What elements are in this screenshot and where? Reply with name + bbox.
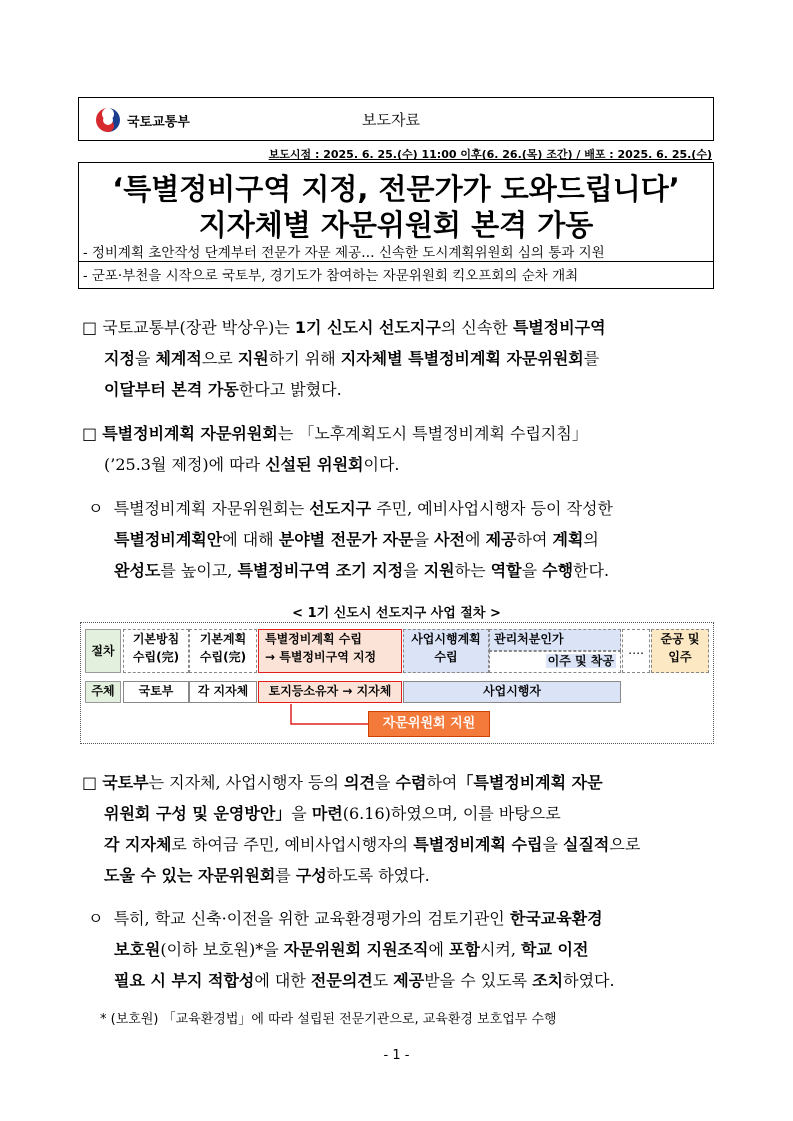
text: (이하 보호원)*을 (160, 940, 284, 959)
process-diagram (80, 622, 714, 744)
text: 도 (372, 971, 394, 990)
footnote: * (보호원) 「교육환경법」에 따라 설립된 전문기관으로, 교육환경 보호업무 수행 (100, 1012, 557, 1027)
text: 한다. (573, 561, 610, 580)
text: 수렴 (395, 773, 427, 792)
text: 하여 (516, 530, 553, 549)
text: 으로 (609, 835, 641, 854)
text: 완성도 (114, 561, 161, 580)
text: 국토교통부(장관 박상우)는 (102, 318, 295, 337)
text: 을 (521, 561, 543, 580)
press-release-label: 보도자료 (362, 111, 420, 129)
text: 을 (542, 835, 563, 854)
row-label-procedure: 절차 (85, 629, 121, 673)
text: 에 대한 (254, 971, 311, 990)
text: 보호원 (114, 940, 161, 959)
header-box (78, 97, 714, 141)
text: 구성 (295, 866, 327, 885)
text: 위원회 구성 및 운영방안」 (104, 804, 292, 823)
text: 「특별정비계획 자문 (457, 773, 603, 792)
text: 체계적 (155, 349, 202, 368)
text: 의 신속한 (440, 318, 513, 337)
text: 1기 신도시 선도지구 (294, 318, 441, 337)
embargo-line: 보도시점 : 2025. 6. 25.(수) 11:00 이후(6. 26.(목) 조간) / 배포 : 2025. 6. 25.(수) (268, 148, 712, 161)
text: 하도록 하였다. (326, 866, 430, 885)
text: 지원 (237, 349, 269, 368)
text: 을 (134, 349, 156, 368)
text: 하였다. (563, 971, 615, 990)
text: 의 (583, 530, 599, 549)
text: (’25.3월 제정)에 따라 (104, 455, 266, 474)
step-line: 사업시행계획 (411, 632, 481, 646)
subheadline: 지자체별 자문위원회 본격 가동 (198, 208, 594, 242)
summary-line-2: - 군포·부천을 시작으로 국토부, 경기도가 참여하는 자문위원회 킥오프회의 순차 개최 (83, 268, 579, 284)
text: 을 (374, 773, 396, 792)
text: 이달부터 본격 가동 (104, 380, 239, 399)
text: 조치 (532, 971, 564, 990)
step-line: 수립(完) (132, 650, 180, 664)
text: 로 하여금 주민, 예비사업시행자의 (171, 835, 414, 854)
text: 수행 (542, 561, 574, 580)
step-line: 수립 (434, 650, 458, 664)
text: 전문의견 (310, 971, 373, 990)
text: 를 (275, 866, 296, 885)
text: 특별정비구역 조기 지정 (237, 561, 404, 580)
summary-divider (79, 261, 713, 262)
actor-local-gov: 각 지자체 (189, 681, 257, 703)
text: 하는 (454, 561, 491, 580)
text: 를 높이고, (160, 561, 238, 580)
actor-owners: 토지등소유자 → 지자체 (258, 681, 402, 703)
bullet-marker: ㅇ (88, 499, 104, 518)
text: 역할 (490, 561, 522, 580)
actor-ministry: 국토부 (123, 681, 189, 703)
text: 특히, 학교 신축·이전을 위한 교육환경평가의 검토기관인 (113, 909, 510, 928)
step-ellipsis: …. (622, 629, 650, 673)
bullet-marker: ㅇ (88, 909, 104, 928)
paragraph-1 (82, 312, 606, 405)
text: 주민, 예비사업시행자 등이 작성한 (371, 499, 613, 518)
title-box (78, 162, 714, 289)
text: 이다. (363, 455, 400, 474)
page-number: - 1 - (383, 1048, 410, 1063)
ministry-logo (95, 107, 190, 133)
text: 지원 (423, 561, 455, 580)
actor-project-operator: 사업시행자 (403, 681, 621, 703)
text: 시켜, (479, 940, 522, 959)
text: 에 (465, 530, 486, 549)
text: 한다고 밝혔다. (238, 380, 342, 399)
text: 으로 (201, 349, 238, 368)
paragraph-3 (88, 493, 613, 586)
text: 지정 (104, 349, 135, 368)
text: 학교 이전 (521, 940, 589, 959)
headline: ‘특별정비구역 지정, 전문가가 도와드립니다’ (112, 172, 680, 206)
text: 선도지구 (309, 499, 372, 518)
text: 자문위원회 지원조직 (283, 940, 429, 959)
text: 특별정비구역 (512, 318, 606, 337)
step-line: 수립(完) (199, 650, 247, 664)
text: 마련 (311, 804, 343, 823)
summary-line-1: - 정비계획 초안작성 단계부터 전문가 자문 제공… 신속한 도시계획위원회 심의 통과 지원 (83, 245, 605, 261)
advisory-support-badge: 자문위원회 지원 (368, 711, 490, 737)
text: 실질적 (563, 835, 610, 854)
text: 각 지자체 (104, 835, 172, 854)
ministry-name: 국토교통부 (127, 114, 190, 130)
text: 신설된 위원회 (265, 455, 364, 474)
step-line: → 특별정비구역 지정 (265, 650, 377, 664)
text: 에 대해 (222, 530, 279, 549)
paragraph-2 (82, 418, 588, 480)
step-line: 기본방침 (132, 632, 180, 646)
text: 받을 수 있도록 (424, 971, 533, 990)
step-management-approval: 관리처분인가 (489, 629, 621, 651)
text: 를 (583, 349, 600, 368)
text: 국토부 (102, 773, 149, 792)
text: 에 (428, 940, 450, 959)
text: 제공 (393, 971, 425, 990)
step-line: 기본계획 (199, 632, 247, 646)
text: 는 「노후계획도시 특별정비계획 수립지침」 (277, 424, 588, 443)
text: 특별정비계획 자문위원회는 (113, 499, 310, 518)
text: 특별정비계획 자문위원회 (102, 424, 278, 443)
checkbox-marker: □ (82, 424, 98, 443)
checkbox-marker: □ (82, 773, 98, 792)
text: 필요 시 부지 적합성 (114, 971, 255, 990)
checkbox-marker: □ (82, 318, 98, 337)
step-line: 입주 (668, 650, 692, 664)
text: 는 지자체, 사업시행자 등의 (148, 773, 345, 792)
text: 하기 위해 (268, 349, 341, 368)
text: 의견 (344, 773, 375, 792)
taegeuk-logo-icon (95, 107, 121, 133)
text: 포함 (449, 940, 480, 959)
step-line: 이주 및 착공 (547, 654, 614, 668)
text: 특별정비계획안 (114, 530, 223, 549)
text: 도울 수 있는 자문위원회 (104, 866, 276, 885)
row-label-actor: 주체 (85, 681, 121, 703)
text: 분야별 전문가 자문 (278, 530, 414, 549)
step-line: 특별정비계획 수립 (265, 632, 362, 646)
text: 을 (291, 804, 312, 823)
text: 을 (413, 530, 435, 549)
text: 지자체별 특별정비계획 자문위원회 (340, 349, 584, 368)
text: (6.16)하였으며, 이를 바탕으로 (342, 804, 561, 823)
paragraph-5 (88, 903, 615, 996)
step-line: 준공 및 (660, 632, 700, 646)
text: 사전 (434, 530, 466, 549)
text: 제공 (485, 530, 517, 549)
text: 특별정비계획 수립 (413, 835, 543, 854)
diagram-title: < 1기 신도시 선도지구 사업 절차 > (292, 606, 501, 621)
text: 하여 (426, 773, 458, 792)
text: 한국교육환경 (509, 909, 603, 928)
text: 계획 (552, 530, 584, 549)
text: 을 (403, 561, 424, 580)
paragraph-4 (82, 767, 640, 891)
